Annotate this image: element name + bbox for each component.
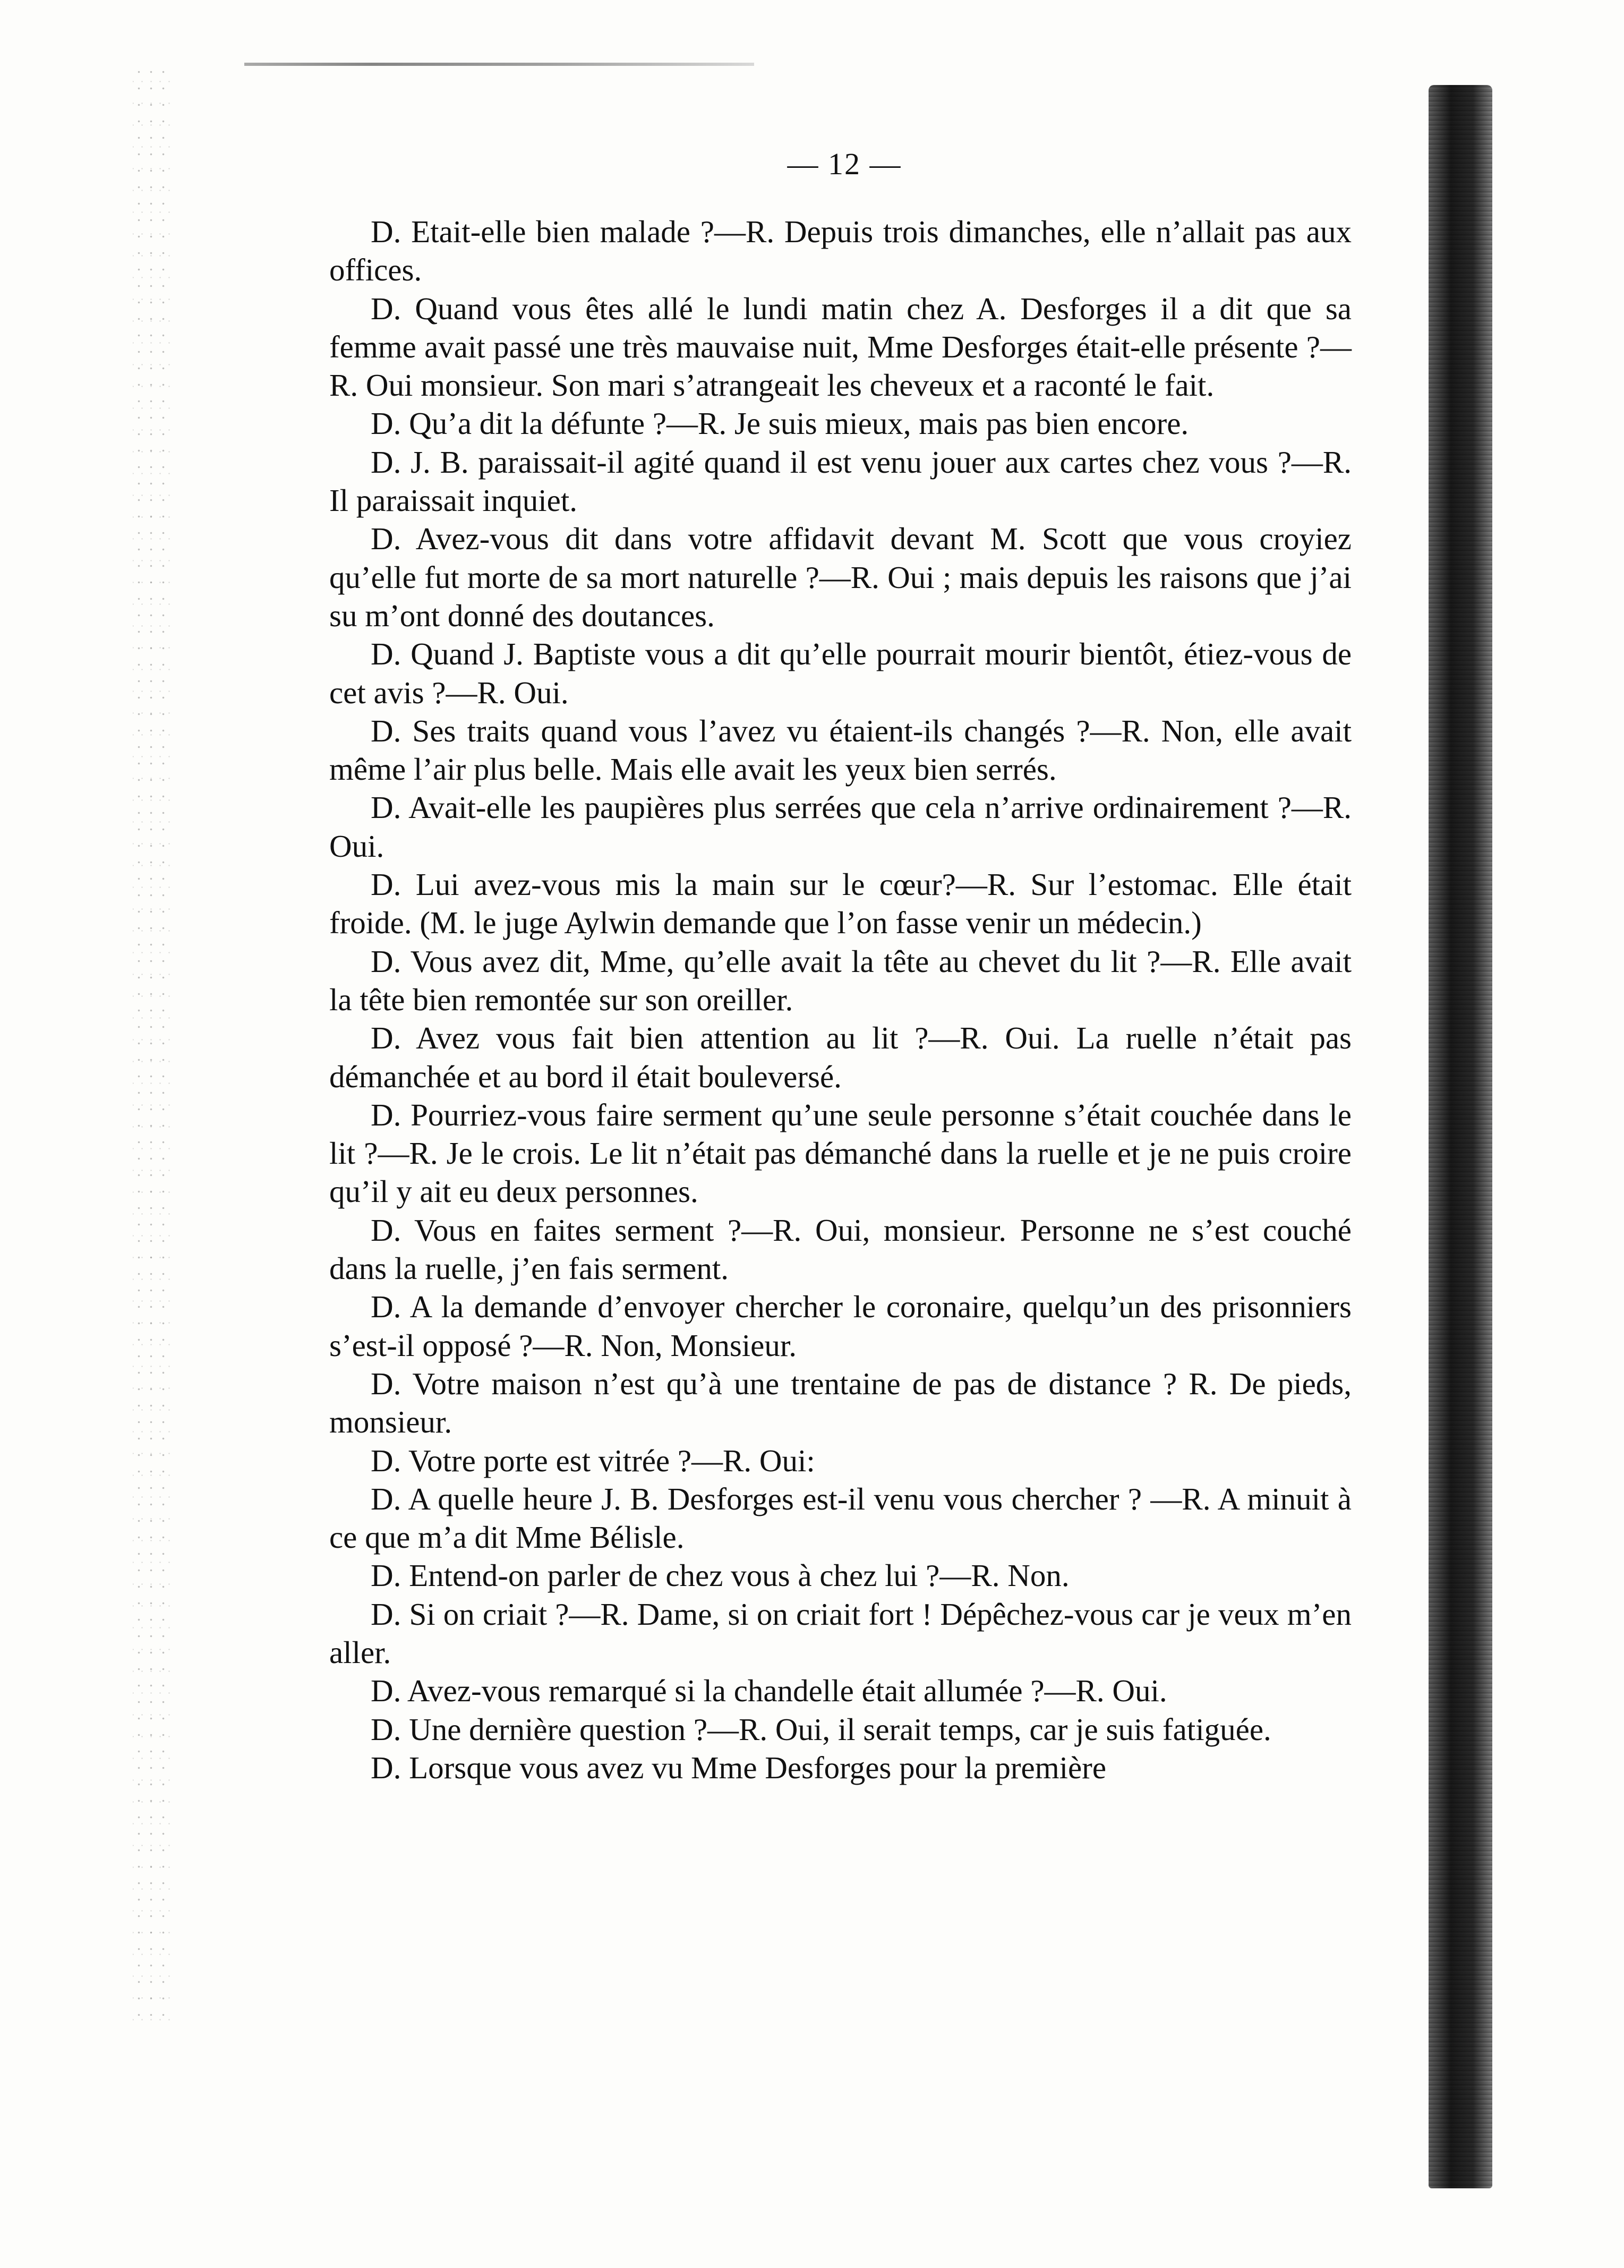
paragraph: D. Vous en faites serment ?—R. Oui, monsieur. Personne ne s’est couché dans la ruelle, j’en fais serment. <box>329 1212 1352 1286</box>
paragraph: D. Votre maison n’est qu’à une trentaine de pas de distance ? R. De pieds, monsieur. <box>329 1366 1352 1440</box>
paragraph: D. Etait-elle bien malade ?—R. Depuis trois dimanches, elle n’allait pas aux offices. <box>329 214 1352 288</box>
paragraph: D. Avez-vous remarqué si la chandelle était allumée ?—R. Oui. <box>371 1673 1167 1709</box>
paragraph: D. Si on criait ?—R. Dame, si on criait fort ! Dépêchez-vous car je veux m’en aller. <box>329 1596 1352 1670</box>
paragraph: D. A la demande d’envoyer chercher le coronaire, quelqu’un des prisonniers s’est-il opposé ?—R. Non, Monsieur. <box>329 1289 1352 1363</box>
paragraph: D. Avez vous fait bien attention au lit ?—R. Oui. La ruelle n’était pas démanchée et au bord il était bouleversé. <box>329 1020 1352 1094</box>
paragraph: D. Quand J. Baptiste vous a dit qu’elle pourrait mourir bientôt, étiez-vous de cet avis ?—R. Oui. <box>329 636 1352 710</box>
paragraph: D. Avez-vous dit dans votre affidavit devant M. Scott que vous croyiez qu’elle fut morte de sa mort naturelle ?—R. Oui ; mais depuis les raisons que j’ai su m’ont donné des doutances. <box>329 521 1352 633</box>
paragraph: D. Lui avez-vous mis la main sur le cœur?—R. Sur l’estomac. Elle était froide. (M. le juge Aylwin demande que l’on fasse venir un médecin.) <box>329 867 1352 941</box>
paragraph: D. Ses traits quand vous l’avez vu étaient-ils changés ?—R. Non, elle avait même l’air plus belle. Mais elle avait les yeux bien serrés. <box>329 713 1352 787</box>
paragraph: D. Quand vous êtes allé le lundi matin chez A. Desforges il a dit que sa femme avait passé une très mauvaise nuit, Mme Desforges était-elle présente ?—R. Oui monsieur. Son mari s’atrangeait les cheveux et a raconté le fait. <box>329 291 1352 403</box>
paragraph: D. J. B. paraissait-il agité quand il est venu jouer aux cartes chez vous ?—R. Il paraissait inquiet. <box>329 444 1352 518</box>
paragraph: D. A quelle heure J. B. Desforges est-il venu vous chercher ? —R. A minuit à ce que m’a dit Mme Bélisle. <box>329 1481 1352 1555</box>
paragraph: D. Avait-elle les paupières plus serrées que cela n’arrive ordinairement ?—R. Oui. <box>329 790 1352 864</box>
body-text <box>329 212 1352 1787</box>
paragraph: D. Votre porte est vitrée ?—R. Oui: <box>371 1443 815 1478</box>
page-number: — 12 — <box>787 147 902 181</box>
scan-right-edge <box>1429 85 1492 2188</box>
paragraph: D. Vous avez dit, Mme, qu’elle avait la tête au chevet du lit ?—R. Elle avait la tête bien remontée sur son oreiller. <box>329 943 1352 1017</box>
paragraph: D. Entend-on parler de chez vous à chez lui ?—R. Non. <box>371 1558 1070 1593</box>
paragraph: D. Qu’a dit la défunte ?—R. Je suis mieux, mais pas bien encore. <box>371 406 1189 441</box>
scan-left-speckle <box>133 64 170 2029</box>
paragraph: D. Pourriez-vous faire serment qu’une seule personne s’était couchée dans le lit ?—R. Je le crois. Le lit n’était pas démanché dans la ruelle et je ne puis croire qu’il y ait eu deux personnes. <box>329 1097 1352 1209</box>
scan-top-rule <box>244 63 754 66</box>
paragraph: D. Une dernière question ?—R. Oui, il serait temps, car je suis fatiguée. <box>371 1711 1271 1747</box>
paragraph: D. Lorsque vous avez vu Mme Desforges pour la première <box>371 1750 1107 1785</box>
